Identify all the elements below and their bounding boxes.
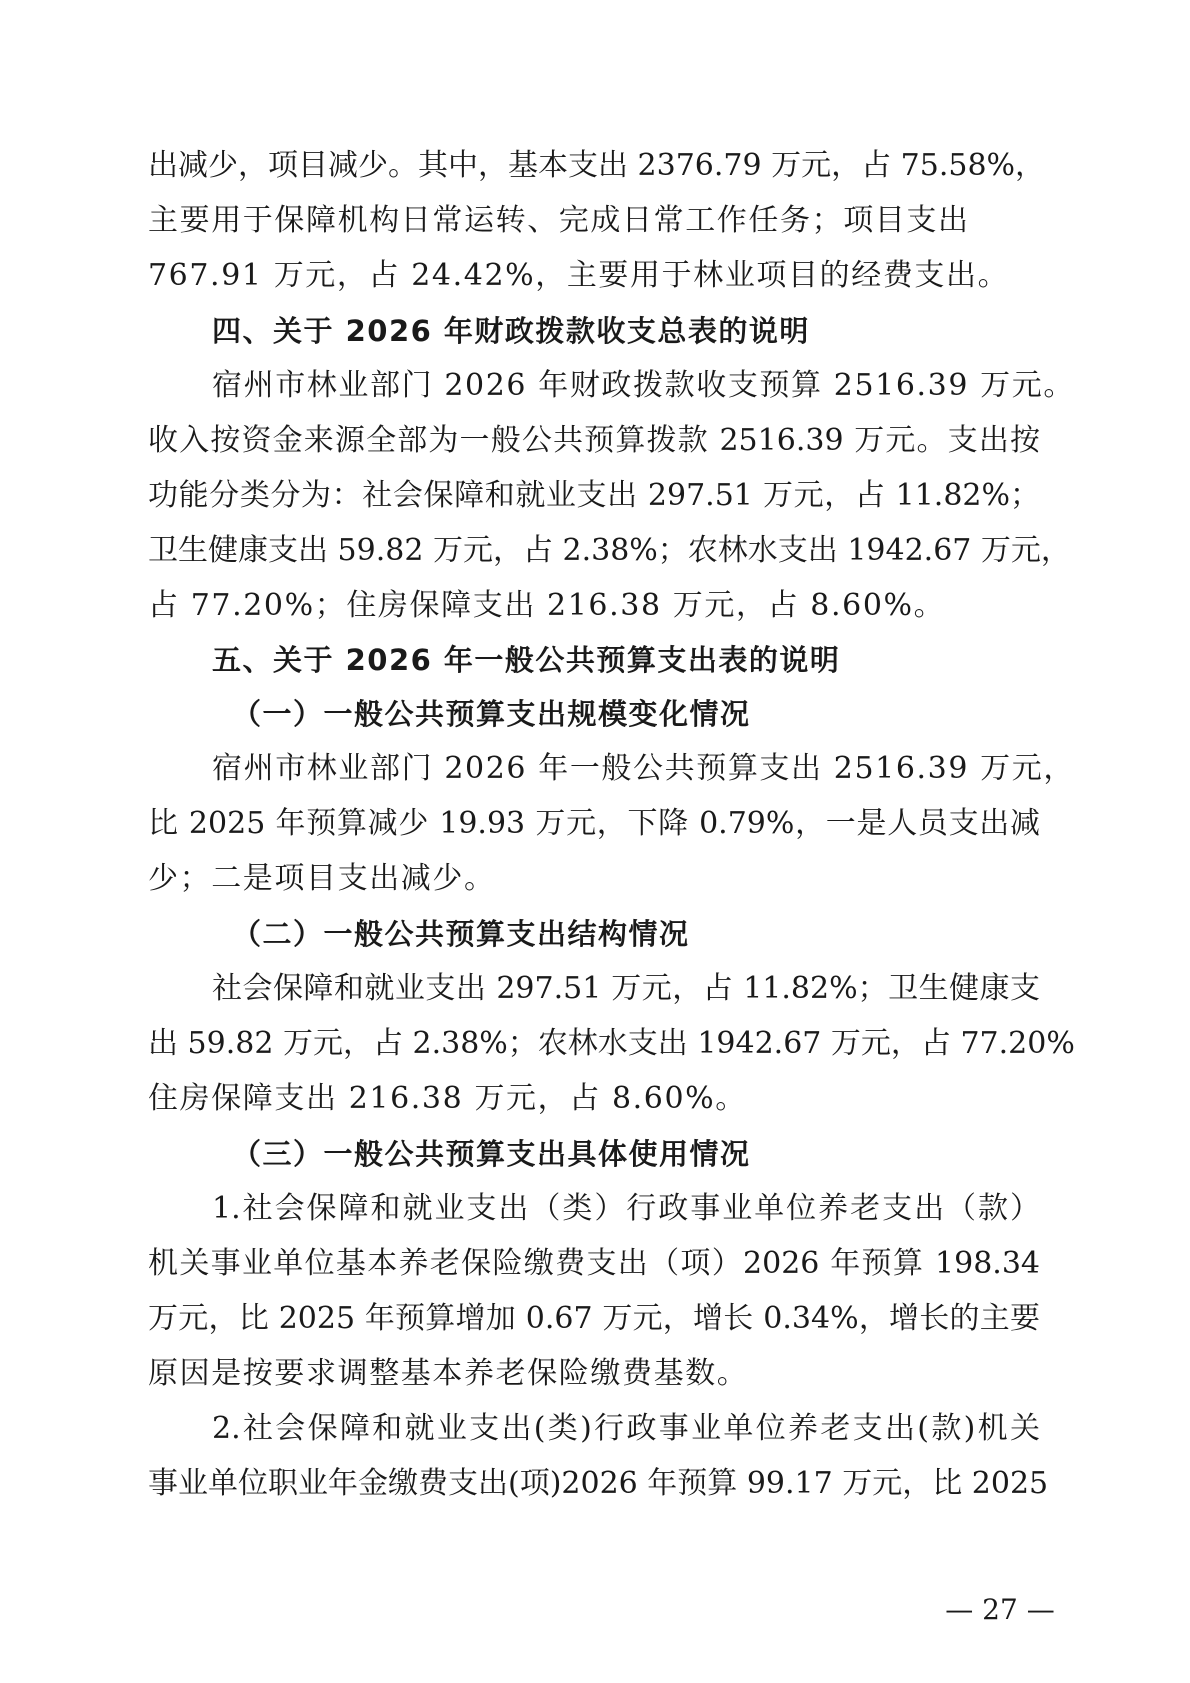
body-line: 主要用于保障机构日常运转、完成日常工作任务；项目支出 [148,203,970,238]
body-line: 少；二是项目支出减少。 [148,861,496,896]
body-line: 占 77.20%；住房保障支出 216.38 万元，占 8.60%。 [148,588,946,623]
subsection-heading: （二）一般公共预算支出结构情况 [232,917,690,951]
body-line: 1.社会保障和就业支出（类）行政事业单位养老支出（款） [212,1191,1040,1226]
body-line: 767.91 万元，占 24.42%，主要用于林业项目的经费支出。 [148,258,1010,293]
body-line: 比 2025 年预算减少 19.93 万元，下降 0.79%，一是人员支出减 [148,806,1040,841]
body-line: 住房保障支出 216.38 万元，占 8.60%。 [148,1081,747,1116]
body-line: 功能分类分为：社会保障和就业支出 297.51 万元，占 11.82%； [148,478,1040,513]
body-line: 原因是按要求调整基本养老保险缴费基数。 [148,1356,749,1391]
body-line: 卫生健康支出 59.82 万元，占 2.38%；农林水支出 1942.67 万元， [148,533,1071,568]
body-line: 社会保障和就业支出 297.51 万元，占 11.82%；卫生健康支 [212,971,1040,1006]
page-number: — 27 — [945,1593,1055,1626]
body-line: 宿州市林业部门 2026 年财政拨款收支预算 2516.39 万元。 [212,368,1075,403]
body-line: 出 59.82 万元，占 2.38%；农林水支出 1942.67 万元，占 77.20% [148,1026,1075,1061]
subsection-heading: （一）一般公共预算支出规模变化情况 [232,697,751,731]
body-line: 收入按资金来源全部为一般公共预算拨款 2516.39 万元。支出按 [148,423,1040,458]
body-line: 宿州市林业部门 2026 年一般公共预算支出 2516.39 万元， [212,751,1075,786]
body-line: 机关事业单位基本养老保险缴费支出（项）2026 年预算 198.34 [148,1246,1040,1281]
body-line: 万元，比 2025 年预算增加 0.67 万元，增长 0.34%，增长的主要 [148,1301,1040,1336]
section-heading: 五、关于 2026 年一般公共预算支出表的说明 [212,643,841,677]
body-line: 2.社会保障和就业支出(类)行政事业单位养老支出(款)机关 [212,1411,1040,1446]
subsection-heading: （三）一般公共预算支出具体使用情况 [232,1137,751,1171]
body-line: 事业单位职业年金缴费支出(项)2026 年预算 99.17 万元，比 2025 [148,1466,1049,1501]
body-line: 出减少，项目减少。其中，基本支出 2376.79 万元，占 75.58%， [148,148,1046,183]
section-heading: 四、关于 2026 年财政拨款收支总表的说明 [212,314,810,348]
